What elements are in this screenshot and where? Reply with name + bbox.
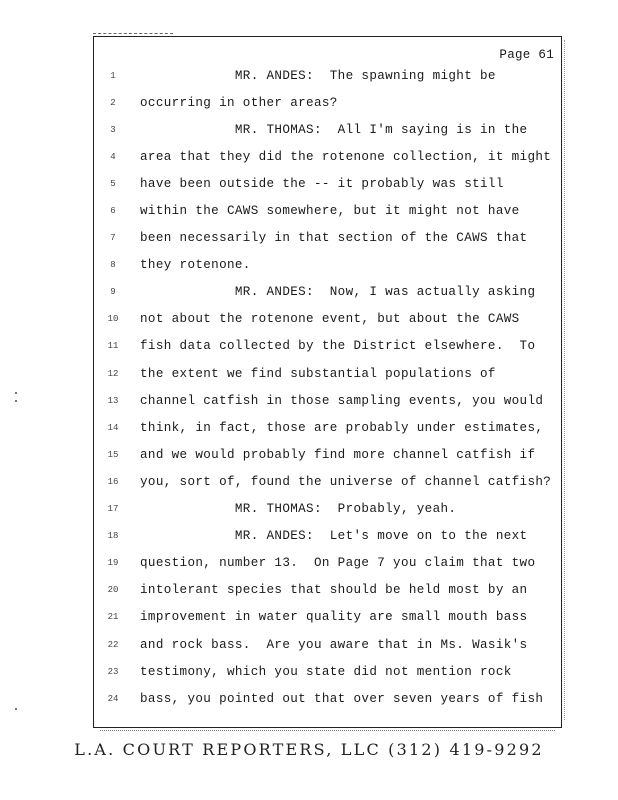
scan-speck [15, 400, 17, 402]
line-text: they rotenone. [140, 258, 251, 273]
transcript-body [93, 62, 562, 712]
line-text: have been outside the -- it probably was still [140, 176, 504, 191]
transcript-line [93, 62, 562, 89]
transcript-line [93, 197, 562, 224]
transcript-line [93, 577, 562, 604]
transcript-line [93, 170, 562, 197]
line-number: 24 [107, 693, 119, 704]
line-text: MR. ANDES: Now, I was actually asking [140, 285, 536, 300]
line-number: 12 [107, 368, 119, 379]
line-text: improvement in water quality are small mouth bass [140, 610, 528, 625]
line-text: and we would probably find more channel catfish if [140, 447, 536, 462]
line-number: 21 [107, 612, 119, 623]
line-text: intolerant species that should be held most by an [140, 583, 528, 598]
transcript-line [93, 333, 562, 360]
transcript-line [93, 685, 562, 712]
frame-edge-bottom [100, 730, 555, 731]
line-text: channel catfish in those sampling events, you would [140, 393, 544, 408]
page-number: Page 61 [499, 48, 554, 62]
line-number: 11 [107, 341, 119, 352]
frame-edge-top [93, 33, 173, 34]
transcript-line [93, 143, 562, 170]
line-number: 13 [107, 395, 119, 406]
transcript-line [93, 468, 562, 495]
transcript-line [93, 496, 562, 523]
line-text: question, number 13. On Page 7 you claim that two [140, 556, 536, 571]
transcript-line [93, 441, 562, 468]
transcript-line [93, 252, 562, 279]
line-text: area that they did the rotenone collection, it might [140, 149, 552, 164]
frame-edge-right [564, 40, 565, 720]
line-text: within the CAWS somewhere, but it might not have [140, 204, 520, 219]
court-reporter-footer: L.A. COURT REPORTERS, LLC (312) 419-9292 [74, 740, 544, 759]
transcript-line [93, 414, 562, 441]
line-number: 15 [107, 449, 119, 460]
line-number: 7 [110, 233, 116, 244]
line-text: not about the rotenone event, but about the CAWS [140, 312, 520, 327]
line-number: 19 [107, 558, 119, 569]
line-text: think, in fact, those are probably under estimates, [140, 420, 544, 435]
transcript-line [93, 523, 562, 550]
line-number: 17 [107, 504, 119, 515]
line-number: 3 [110, 124, 116, 135]
line-number: 22 [107, 639, 119, 650]
transcript-line [93, 225, 562, 252]
line-text: testimony, which you state did not mention rock [140, 664, 512, 679]
line-text: bass, you pointed out that over seven years of fish [140, 691, 544, 706]
transcript-line [93, 306, 562, 333]
line-text: occurring in other areas? [140, 95, 338, 110]
line-number: 4 [110, 151, 116, 162]
line-number: 18 [107, 531, 119, 542]
transcript-line [93, 387, 562, 414]
line-text: you, sort of, found the universe of channel catfish? [140, 474, 552, 489]
transcript-line [93, 116, 562, 143]
line-number: 6 [110, 206, 116, 217]
line-number: 10 [107, 314, 119, 325]
scan-speck [15, 392, 17, 394]
transcript-line [93, 550, 562, 577]
transcript-line [93, 89, 562, 116]
line-text: fish data collected by the District elsewhere. To [140, 339, 536, 354]
scan-speck [15, 708, 17, 710]
line-text: MR. ANDES: The spawning might be [140, 68, 496, 83]
transcript-line [93, 631, 562, 658]
line-text: and rock bass. Are you aware that in Ms. Wasik's [140, 637, 528, 652]
line-number: 20 [107, 585, 119, 596]
line-number: 16 [107, 476, 119, 487]
line-number: 1 [110, 70, 116, 81]
line-number: 5 [110, 178, 116, 189]
line-text: MR. ANDES: Let's move on to the next [140, 529, 528, 544]
transcript-line [93, 604, 562, 631]
line-number: 9 [110, 287, 116, 298]
line-text: MR. THOMAS: Probably, yeah. [140, 502, 457, 517]
line-number: 23 [107, 666, 119, 677]
transcript-line [93, 658, 562, 685]
line-text: the extent we find substantial populations of [140, 366, 496, 381]
line-text: been necessarily in that section of the CAWS that [140, 231, 528, 246]
line-number: 2 [110, 97, 116, 108]
transcript-line [93, 279, 562, 306]
line-number: 14 [107, 422, 119, 433]
line-number: 8 [110, 260, 116, 271]
line-text: MR. THOMAS: All I'm saying is in the [140, 122, 528, 137]
transcript-line [93, 360, 562, 387]
